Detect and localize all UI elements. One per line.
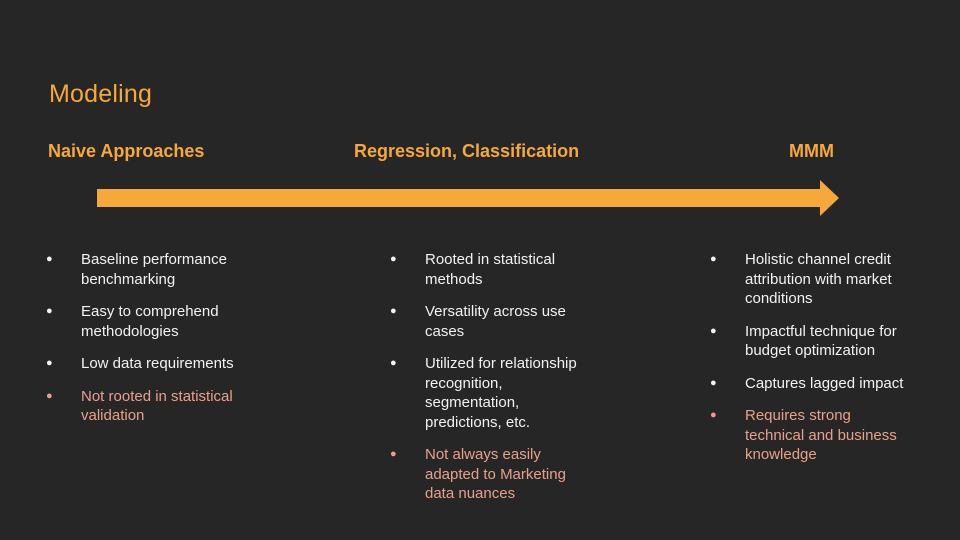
bullet-item <box>390 250 590 289</box>
stage-list-naive-approaches <box>46 250 246 439</box>
progression-arrow-head <box>820 180 839 216</box>
stage-label-naive-approaches: Naive Approaches <box>48 141 205 161</box>
bullet-item <box>390 302 590 341</box>
slide-title: Modeling <box>49 80 153 108</box>
stage-list-regression-classification <box>390 250 590 517</box>
bullet-text: Impactful technique for budget optimization <box>745 322 897 359</box>
bullet-dot-icon: ● <box>710 324 717 337</box>
bullet-text: Holistic channel credit attribution with market conditions <box>745 251 892 307</box>
bullet-dot-icon: ● <box>390 305 397 317</box>
bullet-dot-icon: ● <box>46 357 53 369</box>
bullet-dot-icon: ● <box>46 389 53 402</box>
bullet-text: Easy to comprehend methodologies <box>81 303 219 340</box>
bullet-text: Captures lagged impact <box>745 374 904 392</box>
bullet-text: Rooted in statistical methods <box>425 251 556 288</box>
bullet-text: Utilized for relationship recognition, segmentation, predictions, etc. <box>425 355 577 431</box>
bullet-text: Requires strong technical and business knowledge <box>745 407 897 463</box>
bullet-text: Baseline performance benchmarking <box>81 251 227 288</box>
bullet-dot-icon: ● <box>710 409 717 421</box>
bullet-item-drawback <box>46 387 246 426</box>
bullet-dot-icon: ● <box>46 305 53 317</box>
bullet-dot-icon: ● <box>390 253 397 265</box>
bullet-item <box>46 354 246 374</box>
stage-list-mmm <box>710 250 910 478</box>
bullet-text: Not rooted in statistical validation <box>81 387 233 424</box>
stage-label-mmm: MMM <box>789 141 834 161</box>
bullet-dot-icon: ● <box>710 253 717 265</box>
bullet-item-drawback <box>710 406 910 465</box>
bullet-item <box>710 374 910 394</box>
progression-arrow-shaft <box>97 189 821 207</box>
bullet-item <box>46 302 246 341</box>
bullet-item <box>710 322 910 361</box>
stage-label-regression-classification: Regression, Classification <box>354 141 580 161</box>
progression-arrow <box>96 180 840 216</box>
bullet-text: Low data requirements <box>81 355 234 372</box>
bullet-item <box>46 250 246 289</box>
bullet-item-drawback <box>390 445 590 504</box>
bullet-dot-icon: ● <box>390 448 397 460</box>
bullet-dot-icon: ● <box>710 376 717 389</box>
bullet-dot-icon: ● <box>390 357 397 369</box>
bullet-dot-icon: ● <box>46 253 53 265</box>
bullet-text: Not always easily adapted to Marketing data nuances <box>425 446 566 502</box>
bullet-item <box>390 354 590 432</box>
bullet-item <box>710 250 910 309</box>
bullet-text: Versatility across use cases <box>425 303 566 340</box>
